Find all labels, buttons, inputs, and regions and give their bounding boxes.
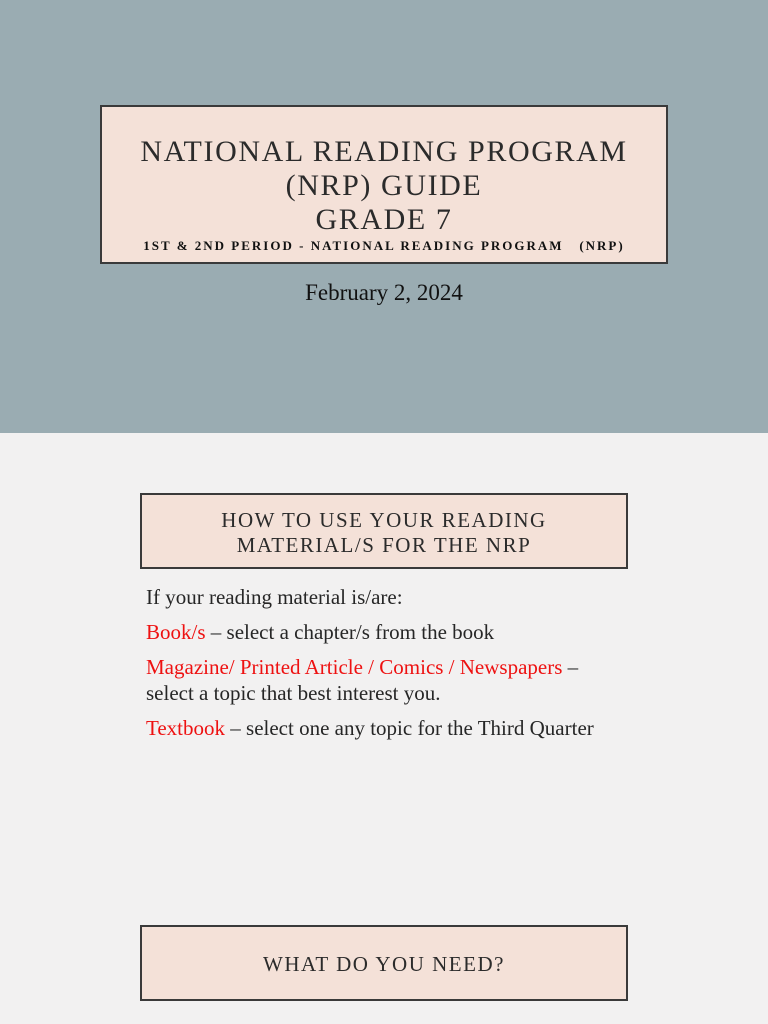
title-slide bbox=[0, 0, 768, 433]
title-box bbox=[100, 105, 668, 264]
what-do-you-need-heading: WHAT DO YOU NEED? bbox=[263, 952, 505, 976]
list-item-magazine bbox=[146, 654, 626, 706]
title-line-3: GRADE 7 bbox=[315, 203, 453, 236]
heading-line-2: MATERIAL/S FOR THE NRP bbox=[236, 533, 532, 557]
term-textbook: Textbook bbox=[146, 716, 226, 740]
content-slide bbox=[0, 433, 768, 1024]
term-books: Book/s bbox=[146, 620, 206, 644]
description-books: – select a chapter/s from the book bbox=[205, 620, 495, 644]
how-to-use-heading-box bbox=[140, 493, 628, 569]
heading-line-1: HOW TO USE YOUR READING bbox=[221, 508, 547, 532]
title-line-2: (NRP) GUIDE bbox=[285, 169, 483, 202]
date-text: February 2, 2024 bbox=[305, 280, 463, 305]
title-line-1: NATIONAL READING PROGRAM bbox=[140, 135, 628, 168]
list-item-books bbox=[146, 619, 626, 645]
description-magazine: – select a topic that best interest you. bbox=[146, 655, 579, 705]
list-item-textbook bbox=[146, 715, 626, 741]
term-magazine: Magazine/ Printed Article / Comics / Newspapers bbox=[146, 655, 563, 679]
intro-text: If your reading material is/are: bbox=[146, 585, 403, 609]
description-textbook: – select one any topic for the Third Quarter bbox=[225, 716, 594, 740]
subtitle: 1ST & 2ND PERIOD - NATIONAL READING PROGRAM (NRP) bbox=[143, 238, 625, 253]
what-do-you-need-heading-box bbox=[140, 925, 628, 1001]
instructions-body bbox=[146, 584, 626, 750]
